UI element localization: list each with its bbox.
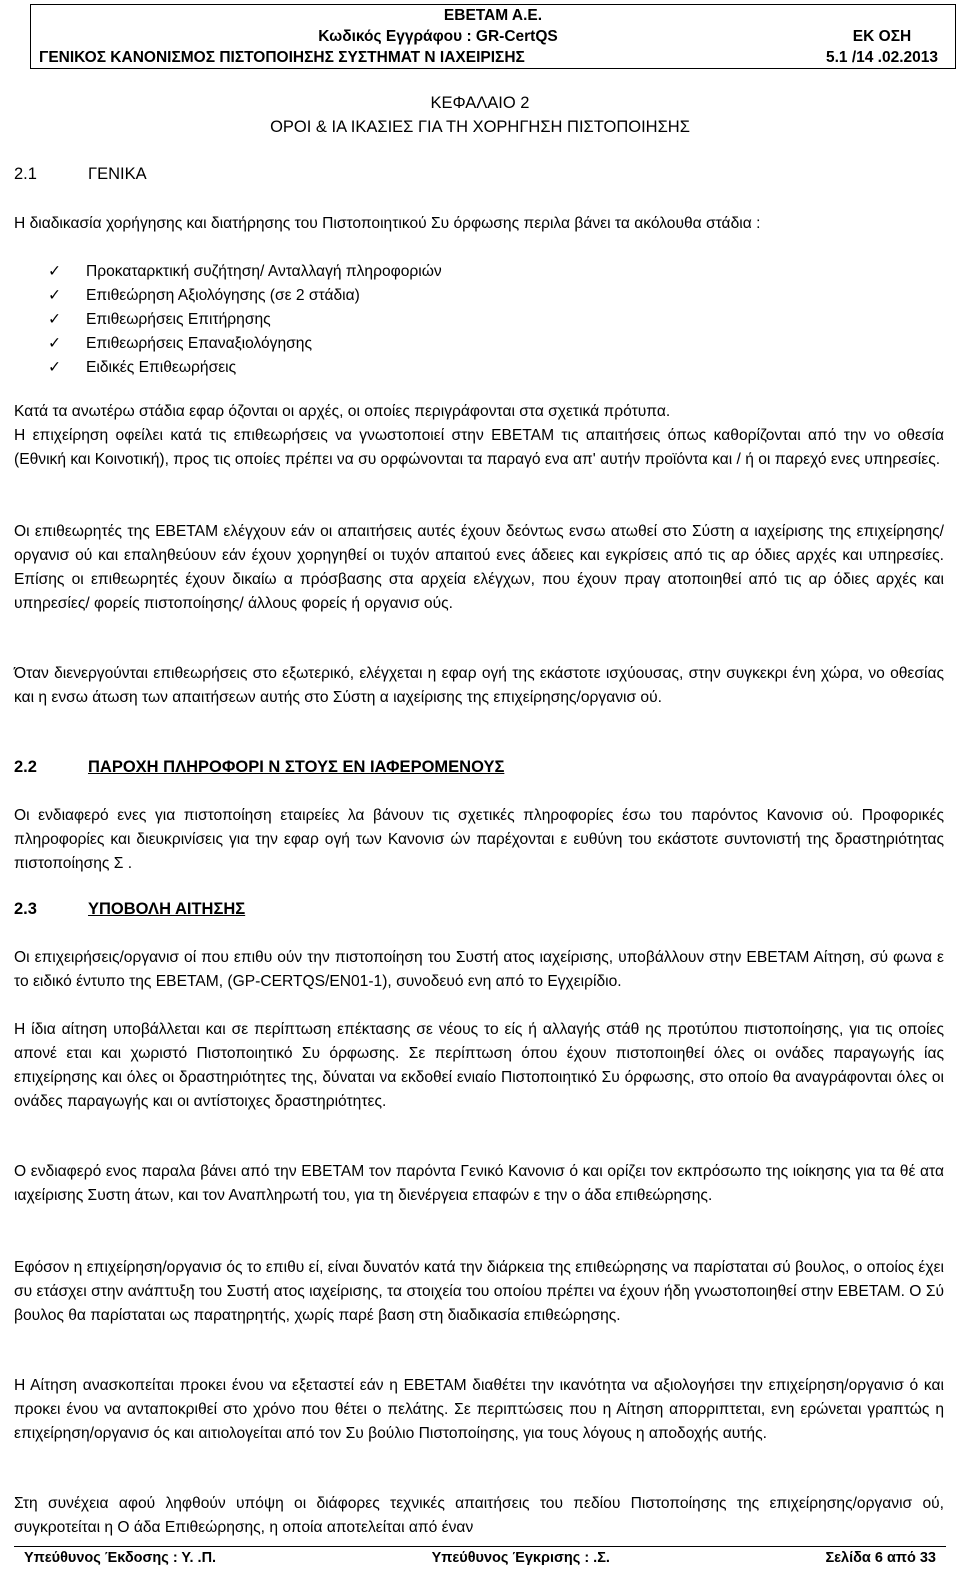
footer-approver: Υπεύθυνος Έγκρισης : .Σ. xyxy=(431,1549,610,1566)
stage-item: ✓ Επιθεωρήσεις Επαναξιολόγησης xyxy=(48,332,312,356)
footer-page-number: Σελίδα 6 από 33 xyxy=(825,1549,936,1566)
checkmark-icon: ✓ xyxy=(48,287,62,304)
paragraph-intro: Η διαδικασία χορήγησης και διατήρησης του Πιστοποιητικού Συ όρφωσης περιλα βάνει τα ακόλουθα στάδια : xyxy=(14,215,761,232)
stage-item: ✓ Επιθεωρήσεις Επιτήρησης xyxy=(48,308,271,332)
header-doc-title: ΓΕΝΙΚΟΣ ΚΑΝΟΝΙΣΜΟΣ ΠΙΣΤΟΠΟΙΗΣΗΣ ΣΥΣΤΗΜΑΤ Ν ΙΑΧΕΙΡΙΣΗΣ xyxy=(39,49,525,66)
paragraph: Οι επιχειρήσεις/οργανισ οί που επιθυ ούν την πιστοποίηση του Συστή ατος ιαχείρισης, υποβάλλουν στην ΕΒΕΤΑΜ Αίτηση, σύ φωνα ε το ειδικό έντυπο της ΕΒΕΤΑΜ, (GP-CERTQS/EN01-1), συνοδευό ενη από το Εγχειρίδιο. xyxy=(14,949,944,990)
paragraph: Όταν διενεργούνται επιθεωρήσεις στο εξωτερικό, ελέγχεται η εφαρ ογή της εκάστοτε ισχύουσας, στην συγκεκρι ένη χώρα, νο οθεσίας και η ενσω άτωση των απαιτήσεων αυτής στο Σύστη α ιαχείρισης της επιχείρησης/οργανισ ού. xyxy=(14,665,944,706)
stage-item: ✓ Επιθεώρηση Αξιολόγησης (σε 2 στάδια) xyxy=(48,284,360,308)
paragraph: Ο ενδιαφερό ενος παραλα βάνει από την ΕΒΕΤΑΜ τον παρόντα Γενικό Κανονισ ό και ορίζει τον εκπρόσωπο της ιοίκησης για τα θέ ατα ιαχείρισης Συστη άτων, και τον Αναπληρωτή του, για τη διενέργεια επαφών ε την ο άδα επιθεώρησης. xyxy=(14,1163,944,1204)
paragraph: Η ίδια αίτηση υποβάλλεται και σε περίπτωση επέκτασης σε νέους το είς ή αλλαγής στάθ ης προτύπου πιστοποίησης, για τις οποίες απονέ εται και χωριστό Πιστοποιητικό Συ όρφωσης. Σε περίπτωση όπου έχουν πιστοποιηθεί όλες οι ονάδες παραγωγής ίας επιχείρησης και όλες οι δραστηριότητες της, δύναται να εκδοθεί ενιαίο Πιστοποιητικό Συ όρφωσης, στο οποίο θα αναγράφονται όλες οι ονάδες παραγωγής και οι αντίστοιχες δραστηριότητες. xyxy=(14,1021,944,1110)
footer-issuer: Υπεύθυνος Έκδοσης : Υ. .Π. xyxy=(24,1549,217,1566)
checkmark-icon: ✓ xyxy=(48,359,62,376)
section-number: 2.1 xyxy=(14,165,37,183)
checkmark-icon: ✓ xyxy=(48,263,62,280)
header-title-row xyxy=(31,47,955,68)
section-2-3-heading xyxy=(14,900,245,919)
paragraph: Στη συνέχεια αφού ληφθούν υπόψη οι διάφορες τεχνικές απαιτήσεις του πεδίου Πιστοποίησης της επιχείρησης/οργανισ ού, συγκροτείται η Ο άδα Επιθεώρησης, η οποία αποτελείται από έναν xyxy=(14,1495,944,1536)
chapter-label: ΚΕΦΑΛΑΙΟ 2 xyxy=(430,94,530,112)
document-header xyxy=(30,4,956,69)
header-edition-label: ΕΚ ΟΣΗ xyxy=(852,28,912,45)
document-footer xyxy=(14,1546,946,1568)
stage-item: ✓ Ειδικές Επιθεωρήσεις xyxy=(48,356,236,380)
section-title: ΠΑΡΟΧΗ ΠΛΗΡΟΦΟΡΙ Ν ΣΤΟΥΣ ΕΝ ΙΑΦΕΡΟΜΕΝΟΥΣ xyxy=(88,758,505,776)
paragraph: Οι ενδιαφερό ενες για πιστοποίηση εταιρείες λα βάνουν τις σχετικές πληροφορίες έσω του παρόντος Κανονισ ού. Προφορικές πληροφορίες και διευκρινίσεις για την εφαρ ογή των Κανονισ ών παρέχονται ε ευθύνη του εκάστοτε συντονιστή της δραστηριότητας πιστοποίησης Σ . xyxy=(14,807,944,872)
paragraph: Η επιχείρηση οφείλει κατά τις επιθεωρήσεις να γνωστοποιεί στην ΕΒΕΤΑΜ τις απαιτήσεις όπως καθορίζονται από την νο οθεσία (Εθνική και Κοινοτική), προς τις οποίες πρέπει να συ ορφώνονται τα παραγό ενα απ' αυτήν προϊόντα και / ή οι παρεχό ενες υπηρεσίες. xyxy=(14,427,944,468)
section-title: ΓΕΝΙΚΑ xyxy=(88,165,147,183)
chapter-title: ΟΡΟΙ & ΙΑ ΙΚΑΣΙΕΣ ΓΙΑ ΤΗ ΧΟΡΗΓΗΣΗ ΠΙΣΤΟΠΟΙΗΣΗΣ xyxy=(270,118,690,136)
paragraph: Η Αίτηση ανασκοπείται προκει ένου να εξεταστεί εάν η ΕΒΕΤΑΜ διαθέτει την ικανότητα να αξιολογήσει την επιχείρηση/οργανισ ό και προκει ένου να ανταποκριθεί στο χρόνο που θέτει ο πελάτης. Σε περιπτώσεις που η Αίτηση απορριπτεται, ενη ερώνεται γραπτώς η επιχείρηση/οργανισ ός και αιτιολογείται από τον Συ βούλιο Πιστοποίησης, για τους λόγους η αποδοχής αυτής. xyxy=(14,1377,944,1442)
paragraph: Κατά τα ανωτέρω στάδια εφαρ όζονται οι αρχές, οι οποίες περιγράφονται στα σχετικά πρότυπα. xyxy=(14,403,671,420)
header-org: ΕΒΕΤΑΜ Α.Ε. xyxy=(443,7,543,24)
section-number: 2.3 xyxy=(14,900,37,918)
section-title: ΥΠΟΒΟΛΗ ΑΙΤΗΣΗΣ xyxy=(88,900,246,918)
checkmark-icon: ✓ xyxy=(48,311,62,328)
section-2-1-heading xyxy=(14,165,147,184)
header-org-row xyxy=(31,5,955,26)
paragraph: Οι επιθεωρητές της ΕΒΕΤΑΜ ελέγχουν εάν οι απαιτήσεις αυτές έχουν δεόντως ενσω ατωθεί στο Σύστη α ιαχείρισης της επιχείρησης/οργανισ ού και επαληθεύουν εάν έχουν χορηγηθεί οι τυχόν απαιτού ενες άδειες και εγκρίσεις από τις αρ όδιες αρχές και υπηρεσίες. Επίσης οι επιθεωρητές έχουν δικαίω α πρόσβασης στα αρχεία ελέγχων, που έχουν πραγ ατοποιηθεί από τις αρ όδιες αρχές και υπηρεσίες/ φορείς πιστοποίησης/ άλλους φορείς ή οργανισ ούς. xyxy=(14,523,944,612)
header-code-row xyxy=(31,26,955,47)
stage-item: ✓ Προκαταρκτική συζήτηση/ Ανταλλαγή πληροφοριών xyxy=(48,260,442,284)
section-number: 2.2 xyxy=(14,758,37,776)
header-doc-code: Κωδικός Εγγράφου : GR-CertQS xyxy=(318,28,558,45)
paragraph: Εφόσον η επιχείρηση/οργανισ ός το επιθυ εί, είναι δυνατόν κατά την διάρκεια της επιθεώρησης να παρίσταται σύ βουλος, ο οποίος έχει συ ετάσχει στην ανάπτυξη του Συστή ατος ιαχείρισης, τα στοιχεία του οποίου πρέπει να έχουν ήδη γνωστοποιηθεί στην ΕΒΕΤΑΜ. Ο Σύ βουλος θα παρίσταται ως παρατηρητής, χωρίς παρέ βαση στη διαδικασία επιθεώρησης. xyxy=(14,1259,944,1324)
checkmark-icon: ✓ xyxy=(48,335,62,352)
header-edition-value: 5.1 /14 .02.2013 xyxy=(825,49,939,66)
section-2-2-heading xyxy=(14,758,504,777)
